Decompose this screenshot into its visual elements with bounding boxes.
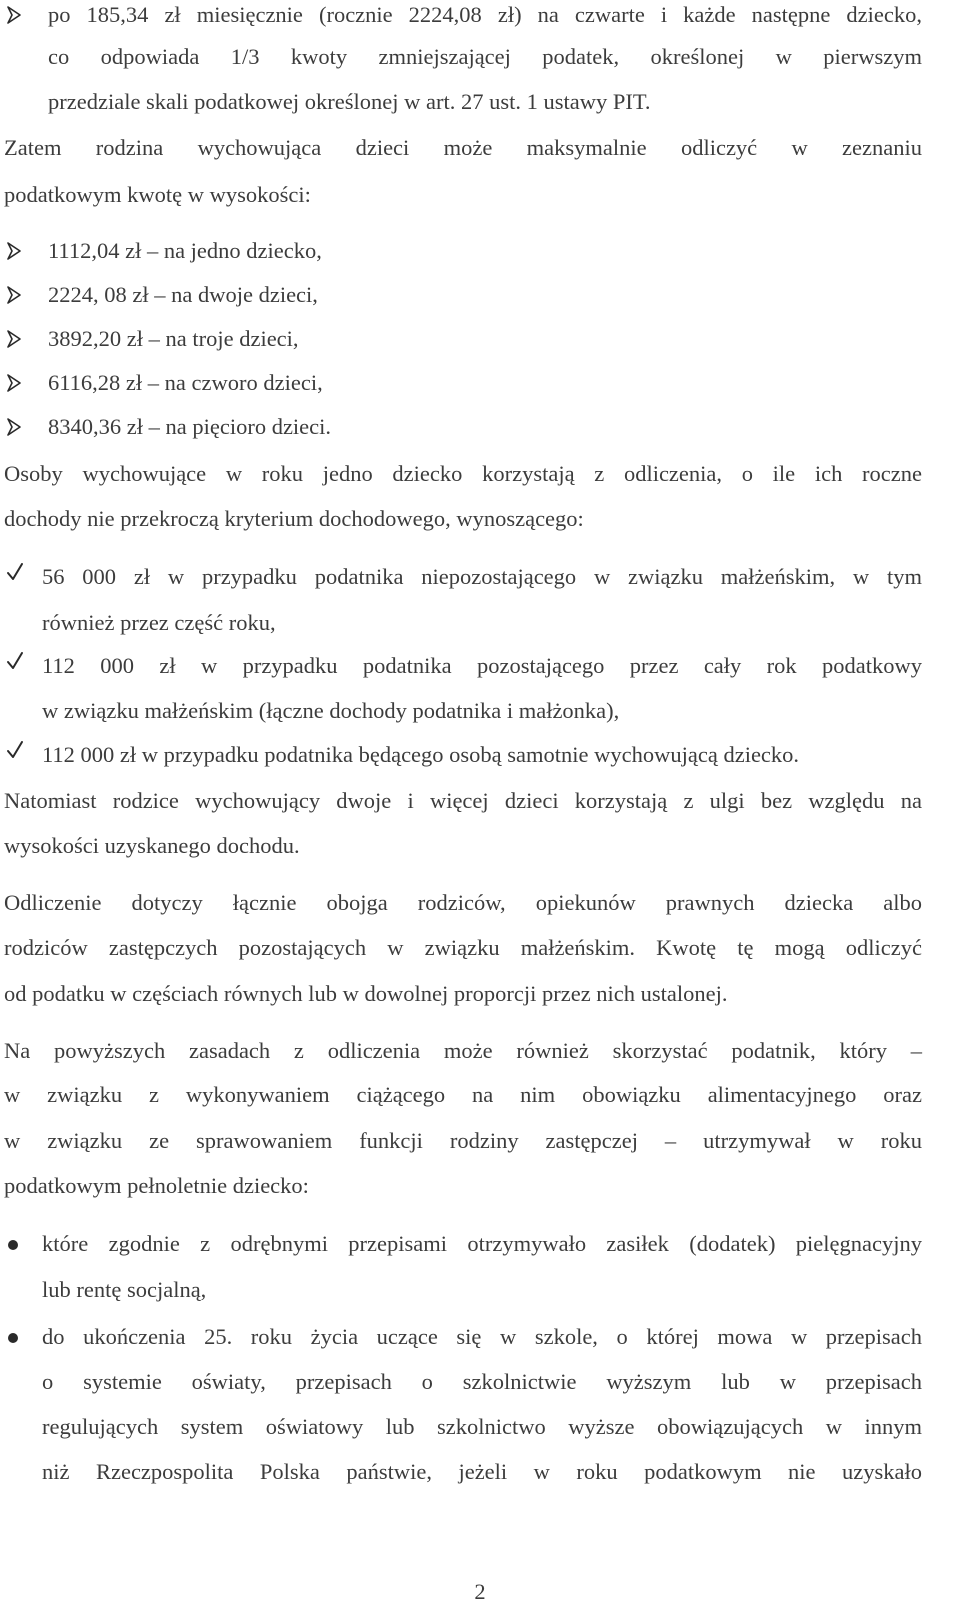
checkmark-icon <box>6 560 24 584</box>
paragraph-line: Odliczenie dotyczy łącznie obojga rodziców, opiekunów prawnych dziecka albo <box>4 890 922 915</box>
bullet-item-line: do ukończenia 25. roku życia uczące się w szkole, o której mowa w przepisach <box>42 1324 922 1349</box>
bullet-item-line: regulujących system oświatowy lub szkolnictwo wyższe obowiązujących w innym <box>42 1414 922 1439</box>
paragraph-line: dochody nie przekroczą kryterium dochodowego, wynoszącego: <box>4 506 584 531</box>
bullet-item-line: o systemie oświaty, przepisach o szkolnictwie wyższym lub w przepisach <box>42 1369 922 1394</box>
checkmark-icon <box>6 738 24 762</box>
paragraph-line: w związku ze sprawowaniem funkcji rodziny zastępczej – utrzymywał w roku <box>4 1128 922 1153</box>
amount-list-item: 2224, 08 zł – na dwoje dzieci, <box>48 282 318 307</box>
paragraph-line: od podatku w częściach równych lub w dowolnej proporcji przez nich ustalonej. <box>4 981 728 1006</box>
criteria-item-line: w związku małżeńskim (łączne dochody podatnika i małżonka), <box>42 698 620 723</box>
criteria-item-line: 112 000 zł w przypadku podatnika będącego osobą samotnie wychowującą dziecko. <box>42 742 800 767</box>
list-item-line: co odpowiada 1/3 kwoty zmniejszającej podatek, określonej w pierwszym <box>48 44 922 69</box>
paragraph-line: Na powyższych zasadach z odliczenia może również skorzystać podatnik, który – <box>4 1038 922 1063</box>
list-item-line: przedziale skali podatkowej określonej w art. 27 ust. 1 ustawy PIT. <box>48 89 651 114</box>
bullet-dot-icon <box>8 1240 18 1250</box>
arrow-bullet-icon <box>6 370 22 396</box>
paragraph-line: podatkowym pełnoletnie dziecko: <box>4 1173 309 1198</box>
paragraph-line: w związku z wykonywaniem ciążącego na nim obowiązku alimentacyjnego oraz <box>4 1082 922 1107</box>
paragraph-line: podatkowym kwotę w wysokości: <box>4 182 311 207</box>
criteria-item-line: 112 000 zł w przypadku podatnika pozostającego przez cały rok podatkowy <box>42 653 922 678</box>
bullet-dot-icon <box>8 1333 18 1343</box>
criteria-item-line: również przez część roku, <box>42 610 276 635</box>
paragraph-line: Natomiast rodzice wychowujący dwoje i więcej dzieci korzystają z ulgi bez względu na <box>4 788 922 813</box>
amount-list-item: 6116,28 zł – na czworo dzieci, <box>48 370 323 395</box>
paragraph-line: Zatem rodzina wychowująca dzieci może maksymalnie odliczyć w zeznaniu <box>4 135 922 160</box>
checkmark-icon <box>6 649 24 673</box>
amount-list-item: 3892,20 zł – na troje dzieci, <box>48 326 299 351</box>
paragraph-line: Osoby wychowujące w roku jedno dziecko korzystają z odliczenia, o ile ich roczne <box>4 461 922 486</box>
bullet-item-line: które zgodnie z odrębnymi przepisami otrzymywało zasiłek (dodatek) pielęgnacyjny <box>42 1231 922 1256</box>
bullet-item-line: niż Rzeczpospolita Polska państwie, jeżeli w roku podatkowym nie uzyskało <box>42 1459 922 1484</box>
arrow-bullet-icon <box>6 2 22 28</box>
paragraph-line: wysokości uzyskanego dochodu. <box>4 833 300 858</box>
amount-list-item: 1112,04 zł – na jedno dziecko, <box>48 238 322 263</box>
criteria-item-line: 56 000 zł w przypadku podatnika niepozostającego w związku małżeńskim, w tym <box>42 564 922 589</box>
arrow-bullet-icon <box>6 282 22 308</box>
amount-list-item: 8340,36 zł – na pięcioro dzieci. <box>48 414 332 439</box>
arrow-bullet-icon <box>6 238 22 264</box>
list-item-line: po 185,34 zł miesięcznie (rocznie 2224,08 zł) na czwarte i każde następne dziecko, <box>48 2 922 27</box>
paragraph-line: rodziców zastępczych pozostających w związku małżeńskim. Kwotę tę mogą odliczyć <box>4 935 922 960</box>
bullet-item-line: lub rentę socjalną, <box>42 1277 207 1302</box>
arrow-bullet-icon <box>6 414 22 440</box>
page-number: 2 <box>474 1579 486 1604</box>
arrow-bullet-icon <box>6 326 22 352</box>
